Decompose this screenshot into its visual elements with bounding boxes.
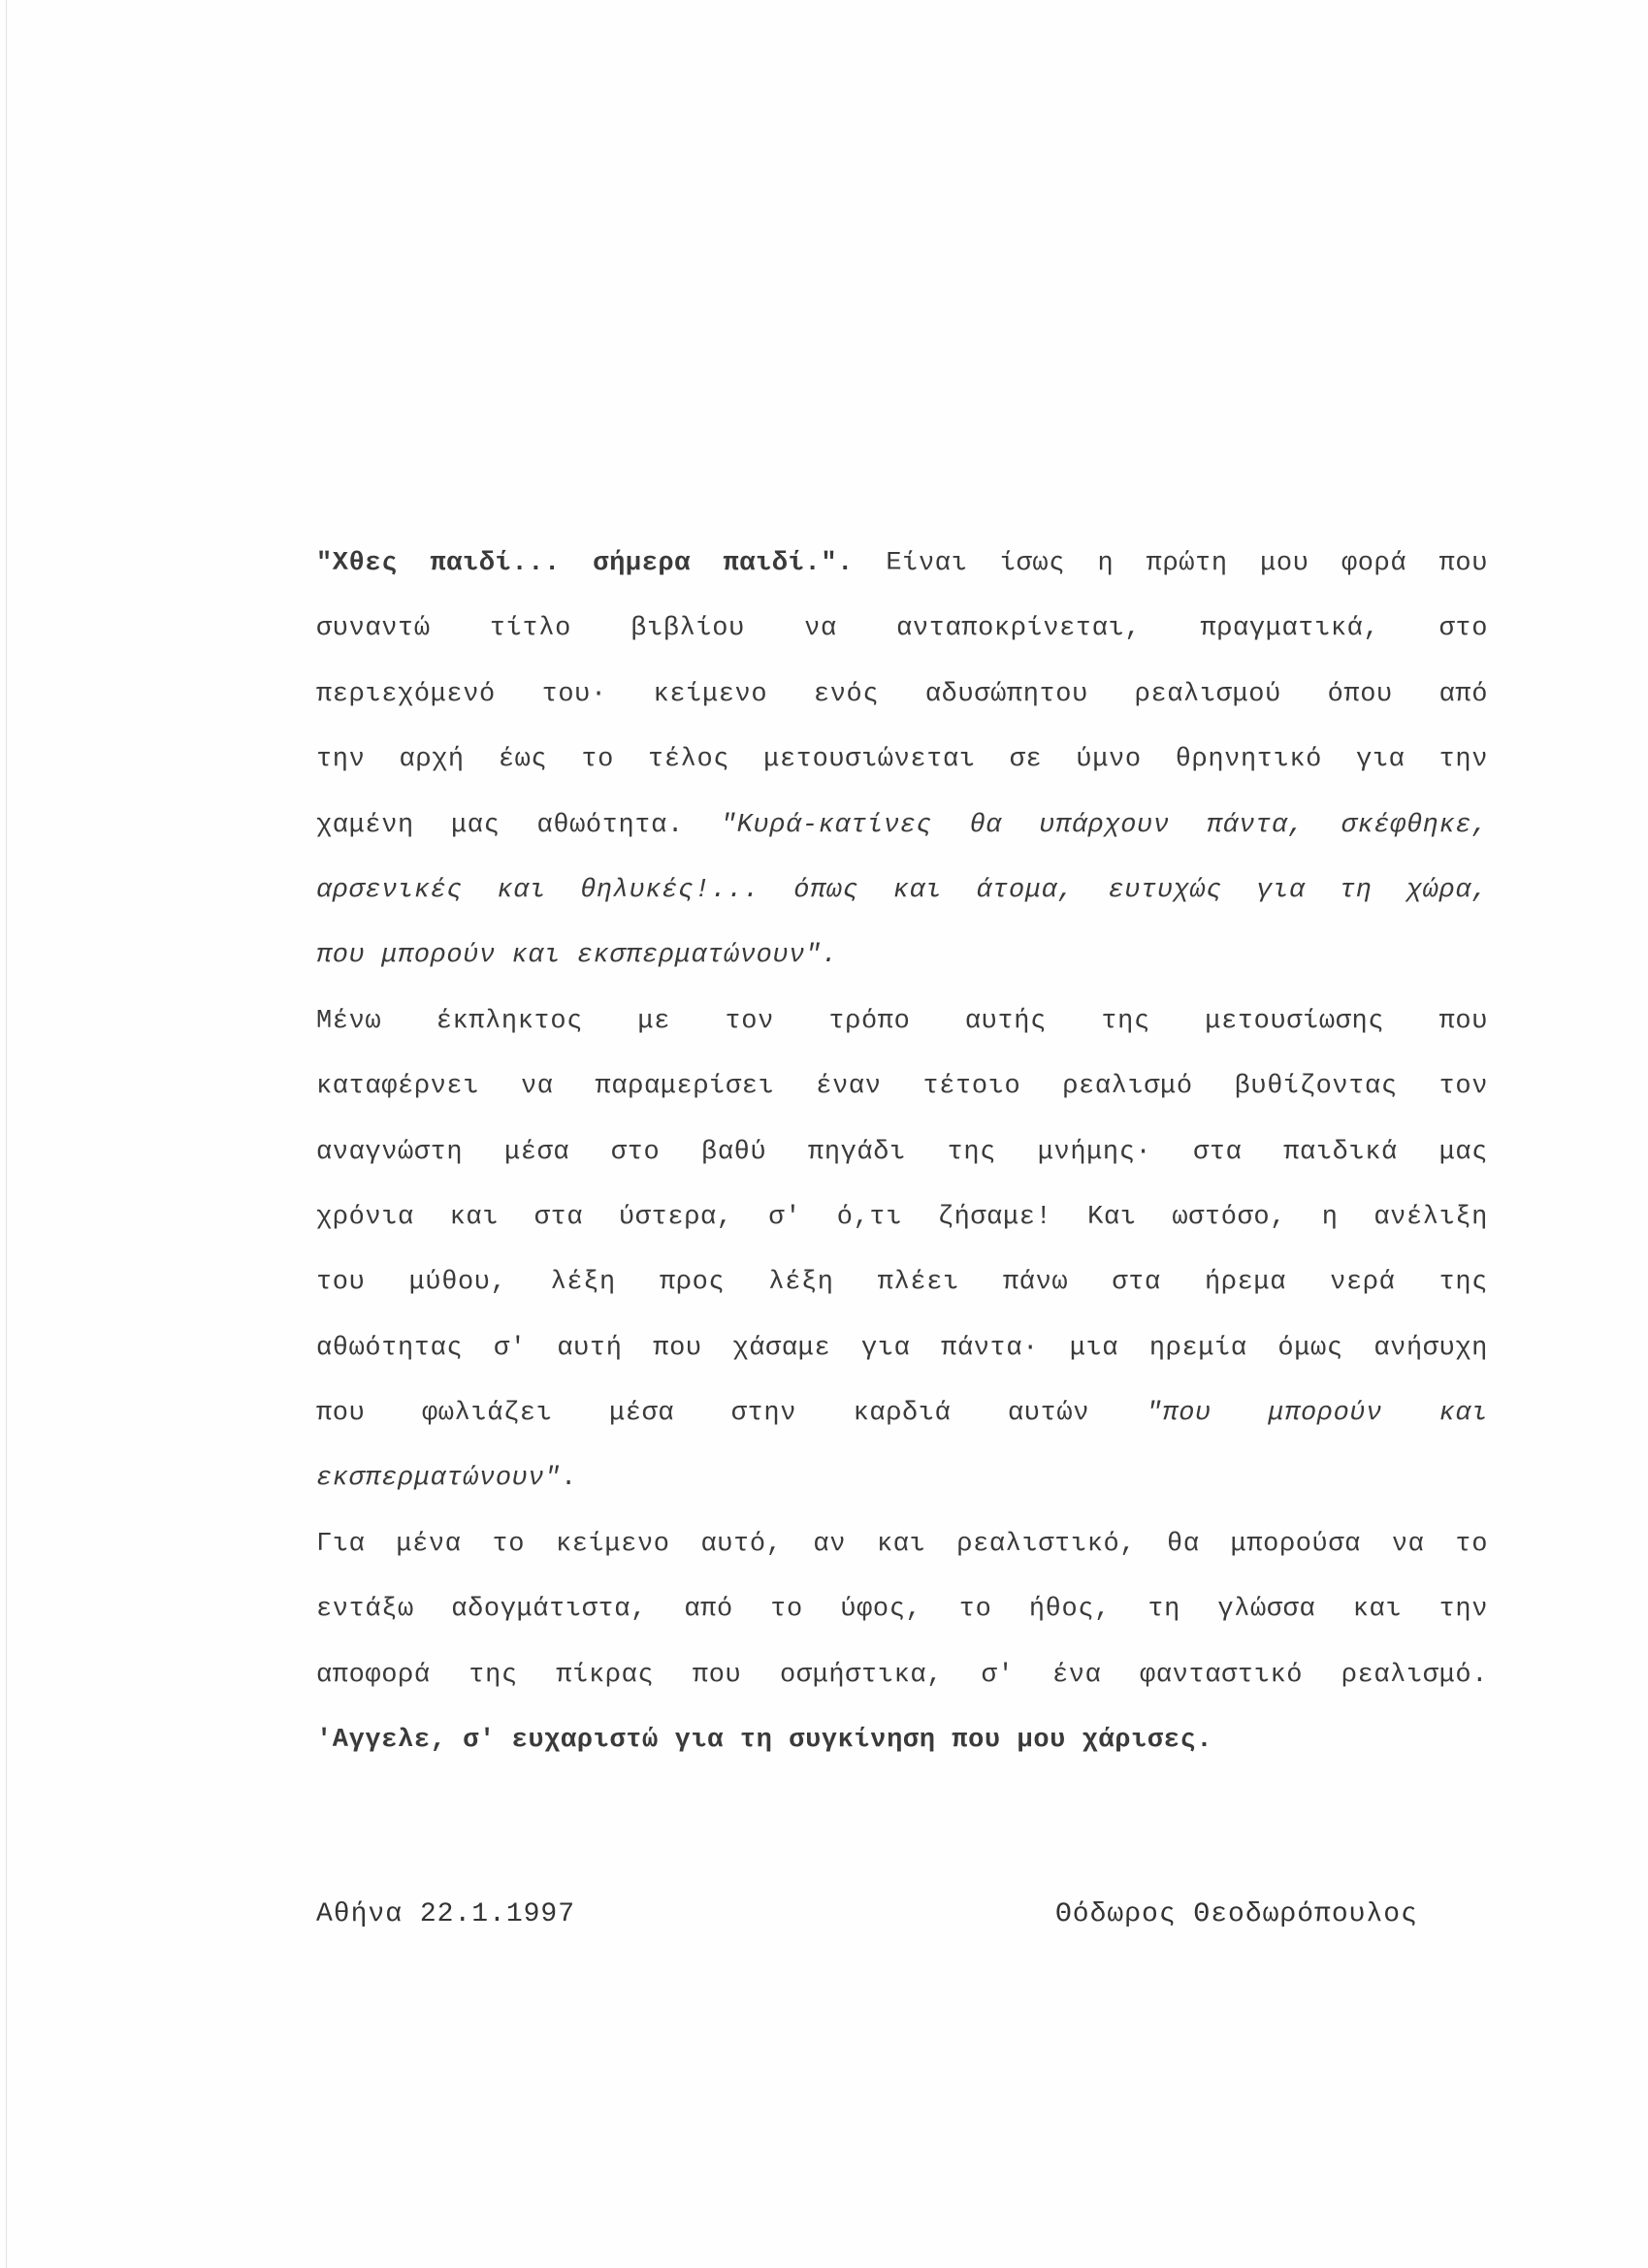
text-line: Για μένα το κείμενο αυτό, αν και ρεαλιστικό, θα μπορούσα να το	[316, 1529, 1488, 1559]
text-line	[316, 1446, 1488, 1511]
text-line: εντάξω αδογμάτιστα, από το ύφος, το ήθος, τη γλώσσα και την	[316, 1595, 1488, 1625]
text-segment: .	[561, 1464, 577, 1494]
text-segment: Είναι ίσως η πρώτη μου φορά που	[853, 549, 1488, 578]
text-line: καταφέρνει να παραμερίσει έναν τέτοιο ρεαλισμό βυθίζοντας τον	[316, 1072, 1488, 1102]
quote-segment: εκσπερματώνουν"	[316, 1464, 562, 1494]
text-line	[316, 1381, 1488, 1446]
text-line: αποφορά της πίκρας που οσμήστικα, σ' ένα φανταστικό ρεαλισμό.	[316, 1660, 1488, 1690]
quote-line: αρσενικές και θηλυκές!... όπως και άτομα, ευτυχώς για τη χώρα,	[316, 875, 1488, 905]
quote-segment: "Κυρά-κατίνες θα υπάρχουν πάντα, σκέφθηκε,	[720, 810, 1488, 840]
text-line: αθωότητας σ' αυτή που χάσαμε για πάντα· μια ηρεμία όμως ανήσυχη	[316, 1333, 1488, 1363]
scan-edge-line	[6, 0, 7, 2268]
text-line	[316, 794, 1488, 859]
author-signature: Θόδωρος Θεοδωρόπουλος	[1055, 1899, 1418, 1929]
text-line	[316, 532, 1488, 597]
quote-line: που μπορούν και εκσπερματώνουν".	[316, 941, 838, 971]
dedication-line: 'Αγγελε, σ' ευχαριστώ για τη συγκίνηση που μου χάρισες.	[316, 1726, 1213, 1756]
letter-body	[316, 532, 1488, 1773]
text-segment: χαμένη μας αθωότητα.	[316, 810, 721, 840]
text-segment: που φωλιάζει μέσα στην καρδιά αυτών	[316, 1399, 1147, 1429]
text-line: χρόνια και στα ύστερα, σ' ό,τι ζήσαμε! Και ωστόσο, η ανέλιξη	[316, 1202, 1488, 1232]
text-line: αναγνώστη μέσα στο βαθύ πηγάδι της μνήμης· στα παιδικά μας	[316, 1137, 1488, 1167]
text-line: συναντώ τίτλο βιβλίου να ανταποκρίνεται, πραγματικά, στο	[316, 614, 1488, 644]
text-line: την αρχή έως το τέλος μετουσιώνεται σε ύμνο θρηνητικό για την	[316, 745, 1488, 775]
text-line: περιεχόμενό του· κείμενο ενός αδυσώπητου ρεαλισμού όπου από	[316, 679, 1488, 709]
text-line: Μένω έκπληκτος με τον τρόπο αυτής της μετουσίωσης που	[316, 1006, 1488, 1036]
text-line: του μύθου, λέξη προς λέξη πλέει πάνω στα ήρεμα νερά της	[316, 1268, 1488, 1298]
place-date: Αθήνα 22.1.1997	[316, 1899, 576, 1929]
book-title: "Χθες παιδί... σήμερα παιδί.".	[316, 549, 854, 578]
quote-segment: "που μπορούν και	[1146, 1399, 1488, 1429]
